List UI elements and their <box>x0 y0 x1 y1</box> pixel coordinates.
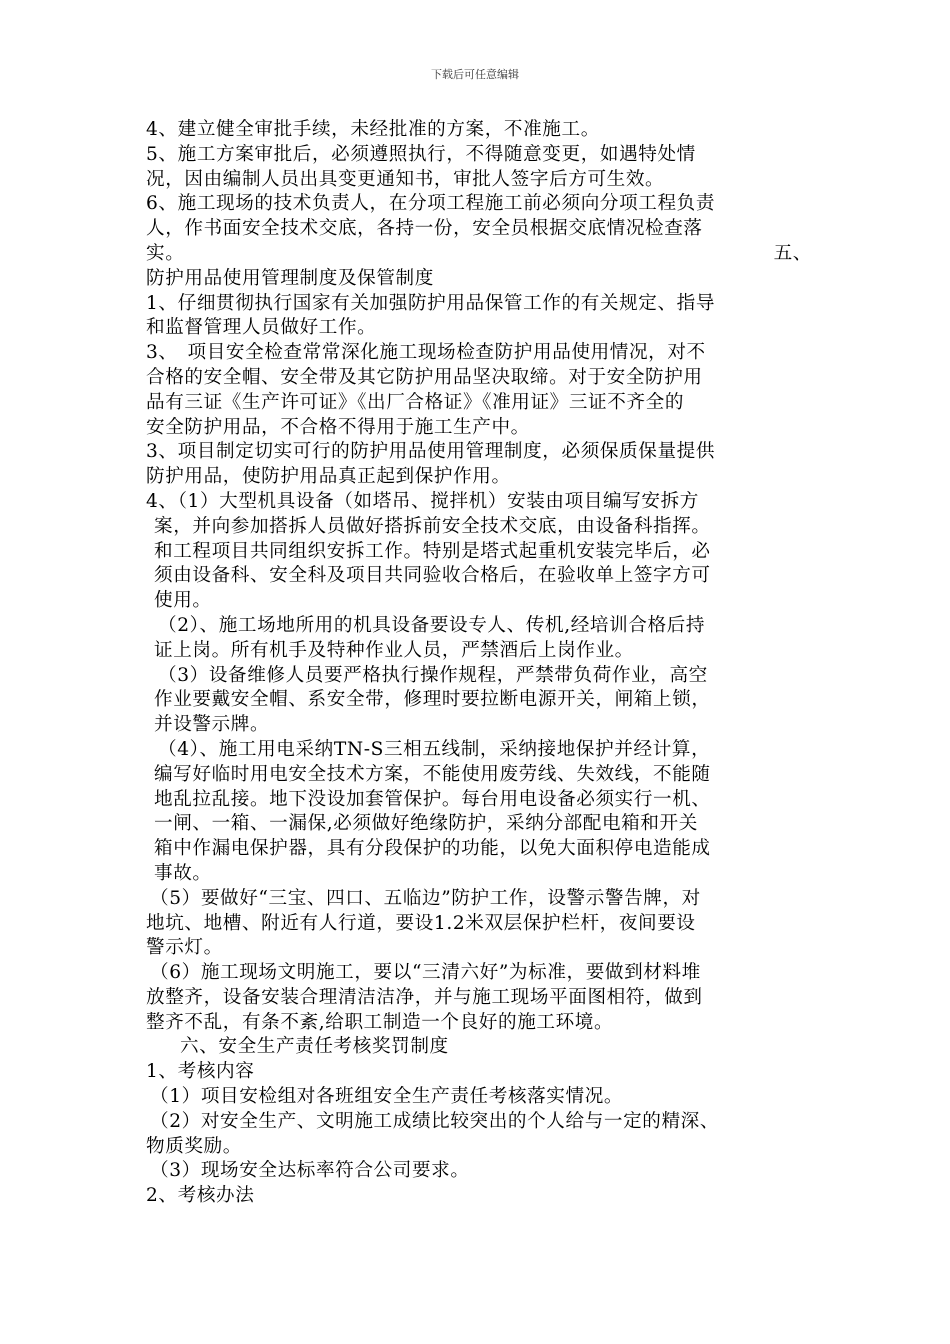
text-line: 合格的安全帽、安全带及其它防护用品坚决取缔。对于安全防护用 <box>146 366 703 388</box>
text-line: （3）设备维修人员要严格执行操作规程，严禁带负荷作业，高空 <box>158 664 708 686</box>
text-line: （6）施工现场文明施工，要以“三清六好”为标准，要做到材料堆 <box>150 962 701 984</box>
text-line: 和监督管理人员做好工作。 <box>146 317 377 339</box>
text-line: 一闸、一箱、一漏保,必须做好绝缘防护，采纳分部配电箱和开关 <box>154 813 698 835</box>
text-line-split <box>146 242 812 267</box>
text-line: 6、施工现场的技术负责人，在分项工程施工前必须向分项工程负责 <box>146 193 716 215</box>
text-line: 和工程项目共同组织安拆工作。特别是塔式起重机安装完毕后，必 <box>154 540 711 562</box>
text-line: 并设警示牌。 <box>154 714 270 736</box>
text-line: 3、项目制定切实可行的防护用品使用管理制度，必须保质保量提供 <box>146 441 716 463</box>
text-line: 防护用品，使防护用品真正起到保护作用。 <box>146 466 511 488</box>
text-line: 1、考核内容 <box>146 1061 255 1083</box>
section-number: 五、 <box>773 242 812 264</box>
text-line: 4、（1）大型机具设备（如塔吊、搅拌机）安装由项目编写安拆方 <box>146 490 699 512</box>
text-line: 整齐不乱，有条不紊,给职工制造一个良好的施工环境。 <box>146 1011 614 1033</box>
text-line: 案，并向参加搭拆人员做好搭拆前安全技术交底，由设备科指挥。 <box>154 515 711 537</box>
text-line: 地坑、地槽、附近有人行道，要设1.2米双层保护栏杆，夜间要设 <box>146 912 696 934</box>
text-line: 品有三证《生产许可证》《出厂合格证》《准用证》三证不齐全的 <box>146 391 685 413</box>
text-line: 2、考核办法 <box>146 1185 255 1207</box>
text-line: 事故。 <box>154 862 212 884</box>
text-line: （2）、施工场地所用的机具设备要设专人、传机,经培训合格后持 <box>158 614 706 636</box>
text-line: （1）项目安检组对各班组安全生产责任考核落实情况。 <box>150 1086 624 1108</box>
text-line: 况，因由编制人员出具变更通知书，审批人签字后方可生效。 <box>146 168 665 190</box>
text-line: 警示灯。 <box>146 937 223 959</box>
text-fragment: 实。 <box>146 242 185 264</box>
text-line: 5、施工方案审批后，必须遵照执行，不得随意变更，如遇特处情 <box>146 143 696 165</box>
text-line: 安全防护用品，不合格不得用于施工生产中。 <box>146 416 530 438</box>
text-line: 须由设备科、安全科及项目共同验收合格后，在验收单上签字方可 <box>154 565 711 587</box>
text-line: 证上岗。所有机手及特种作业人员，严禁酒后上岗作业。 <box>154 639 634 661</box>
text-line: 地乱拉乱接。地下没设加套管保护。每台用电设备必须实行一机、 <box>154 788 711 810</box>
text-line: （4）、施工用电采纳TN-S三相五线制，采纳接地保护并经计算， <box>158 738 711 760</box>
text-line: 人，作书面安全技术交底，各持一份，安全员根据交底情况检查落 <box>146 218 703 240</box>
section-title: 防护用品使用管理制度及保管制度 <box>146 267 434 289</box>
document-body <box>146 118 812 1209</box>
text-line: 1、仔细贯彻执行国家有关加强防护用品保管工作的有关规定、指导 <box>146 292 716 314</box>
text-line: （3）现场安全达标率符合公司要求。 <box>150 1160 470 1182</box>
text-line: 放整齐，设备安装合理清洁洁净，并与施工现场平面图相符，做到 <box>146 986 703 1008</box>
text-line: 箱中作漏电保护器，具有分段保护的功能，以免大面积停电造能成 <box>154 838 711 860</box>
section-title: 六、安全生产责任考核奖罚制度 <box>180 1036 449 1058</box>
text-line: 3、 项目安全检查常常深化施工现场检查防护用品使用情况，对不 <box>146 342 706 364</box>
text-line: 作业要戴安全帽、系安全带，修理时要拉断电源开关，闸箱上锁， <box>154 689 711 711</box>
text-line: 4、建立健全审批手续，未经批准的方案，不准施工。 <box>146 119 600 140</box>
text-line: （5）要做好“三宝、四口、五临边”防护工作，设警示警告牌，对 <box>150 887 701 909</box>
text-line: 使用。 <box>154 590 212 612</box>
text-line: 物质奖励。 <box>146 1135 242 1157</box>
page-header: 下载后可任意编辑 <box>431 68 519 81</box>
text-line: （2）对安全生产、文明施工成绩比较突出的个人给与一定的精深、 <box>150 1110 720 1132</box>
text-line: 编写好临时用电安全技术方案，不能使用废劳线、失效线，不能随 <box>154 763 711 785</box>
